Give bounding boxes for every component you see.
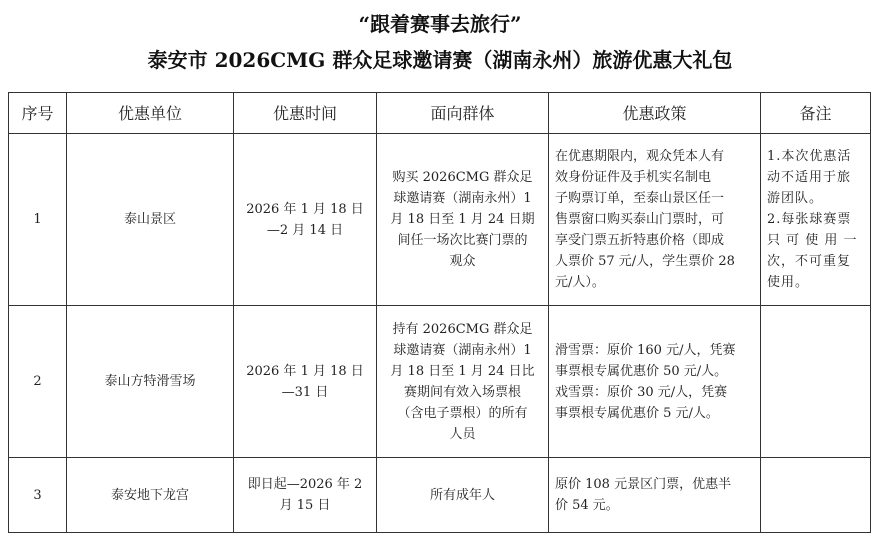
notes-cell [761,306,871,458]
number-cell: 2 [9,306,67,458]
policy-cell-line: 效身份证件及手机实名制电 [555,170,712,185]
header-time: 优惠时间 [234,93,377,134]
policy-cell-line: 享受门票五折特惠价格（即成 [555,233,725,248]
policy-cell-line: 子购票订单，至泰山景区任一 [555,191,725,206]
header-unit: 优惠单位 [67,93,234,134]
time-cell-line: 2026 年 1 月 18 日 [246,363,364,379]
policy-cell-line: 售票窗口购买泰山门票时，可 [555,212,725,227]
group-cell [377,458,549,533]
notes-cell-line: 次，不可重复 [767,254,852,269]
notes-cell-line: 游团队。 [767,191,824,206]
table-row [9,306,871,458]
policy-cell-line: 在优惠期限内，观众凭本人有 [555,149,725,164]
policy-cell-line: 事票根专属优惠价 5 元/人。 [555,405,719,421]
group-cell-line: 球邀请赛（湖南永州）1 [393,342,532,358]
policy-cell-line: 价 54 元。 [555,498,619,513]
group-cell-line: 所有成年人 [429,487,495,503]
group-cell-line: 月 18 日至 1 月 24 日期 [390,212,535,227]
group-cell-line: 间任一场次比赛门票的 [397,233,528,248]
notes-cell-line: 1.本次优惠活 [767,149,852,164]
time-cell [234,306,377,458]
group-cell-line: 赛期间有效入场票根 [403,384,521,400]
discount-table [8,92,871,533]
unit-cell: 泰山景区 [67,134,234,306]
document-title-line-1: “跟着赛事去旅行” [358,12,522,36]
policy-cell [549,134,761,306]
policy-cell [549,458,761,533]
notes-cell-line: 动不适用于旅 [767,170,852,185]
notes-cell-line: 2.每张球赛票 [767,212,852,227]
policy-cell-line: 滑雪票：原价 160 元/人，凭赛 [555,342,736,358]
notes-cell [761,458,871,533]
group-cell-line: 球邀请赛（湖南永州）1 [393,191,532,206]
policy-cell-line: 戏雪票：原价 30 元/人，凭赛 [555,384,728,400]
group-cell-line: 购买 2026CMG 群众足 [392,170,533,185]
policy-cell-line: 元/人）。 [555,275,605,290]
header-notes: 备注 [761,93,871,134]
number-cell: 3 [9,458,67,533]
policy-cell-line: 人票价 57 元/人，学生票价 28 [555,254,735,269]
table-row [9,134,871,306]
time-cell [234,134,377,306]
table-header-row [9,93,871,134]
group-cell-line: 月 18 日至 1 月 24 日比 [390,363,535,379]
header-group: 面向群体 [377,93,549,134]
time-cell-line: —2 月 14 日 [266,222,344,238]
group-cell-line: 持有 2026CMG 群众足 [392,321,533,337]
time-cell-line: 即日起—2026 年 2 [247,477,363,492]
policy-cell [549,306,761,458]
time-cell-line: 2026 年 1 月 18 日 [246,201,364,217]
document-title-line-2: 泰安市 2026CMG 群众足球邀请赛（湖南永州）旅游优惠大礼包 [147,48,733,72]
time-cell-line: 月 15 日 [279,498,331,513]
group-cell [377,134,549,306]
table-row [9,458,871,533]
notes-cell-line: 只 可 使 用 一 [767,233,858,248]
time-cell [234,458,377,533]
number-cell: 1 [9,134,67,306]
group-cell-line: 观众 [449,254,476,269]
group-cell [377,306,549,458]
unit-cell: 泰安地下龙宫 [67,458,234,533]
policy-cell-line: 事票根专属优惠价 50 元/人。 [555,363,728,379]
notes-cell [761,134,871,306]
notes-cell-line: 使用。 [767,275,810,290]
header-number: 序号 [9,93,67,134]
time-cell-line: —31 日 [281,384,329,400]
group-cell-line: （含电子票根）的所有 [397,405,528,421]
group-cell-line: 人员 [449,426,476,442]
header-policy: 优惠政策 [549,93,761,134]
policy-cell-line: 原价 108 元景区门票，优惠半 [555,477,732,492]
unit-cell: 泰山方特滑雪场 [67,306,234,458]
